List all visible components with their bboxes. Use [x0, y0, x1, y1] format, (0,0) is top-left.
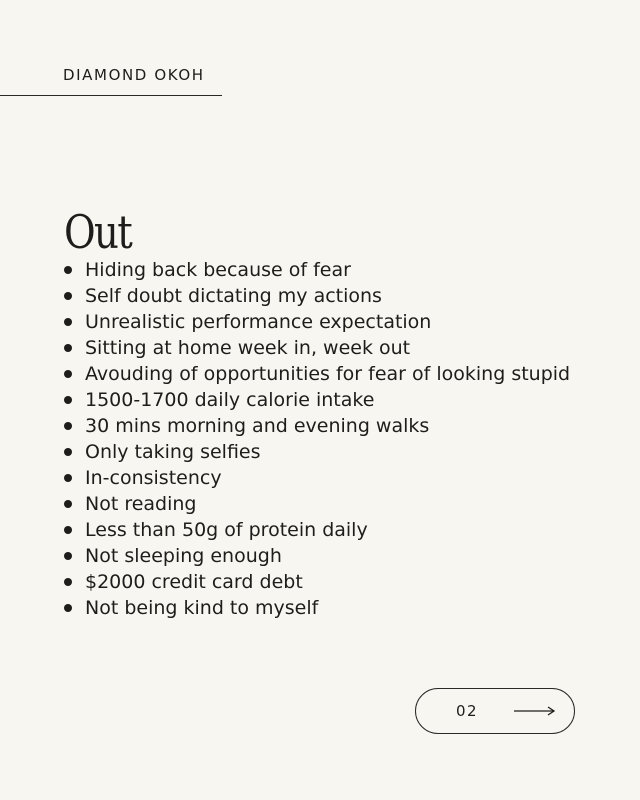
list-item: Unrealistic performance expectation: [64, 309, 570, 335]
list-item: In-consistency: [64, 465, 570, 491]
arrow-right-icon: [514, 704, 556, 718]
brand-name: DIAMOND OKOH: [63, 66, 205, 84]
list-item: Not reading: [64, 491, 570, 517]
next-page-button[interactable]: [415, 688, 575, 734]
list-item: Not sleeping enough: [64, 543, 570, 569]
list-item: Only taking selfies: [64, 439, 570, 465]
page-title: Out: [64, 204, 132, 259]
brand-underline: [0, 95, 222, 96]
list-item: Avouding of opportunities for fear of looking stupid: [64, 361, 570, 387]
list-item: 1500-1700 daily calorie intake: [64, 387, 570, 413]
list-item: $2000 credit card debt: [64, 569, 570, 595]
list-item: Less than 50g of protein daily: [64, 517, 570, 543]
list-item: Sitting at home week in, week out: [64, 335, 570, 361]
page-number: 02: [456, 702, 479, 720]
list-item: Not being kind to myself: [64, 595, 570, 621]
list-item: Hiding back because of fear: [64, 257, 570, 283]
list-item: Self doubt dictating my actions: [64, 283, 570, 309]
out-list: [64, 257, 570, 621]
list-item: 30 mins morning and evening walks: [64, 413, 570, 439]
